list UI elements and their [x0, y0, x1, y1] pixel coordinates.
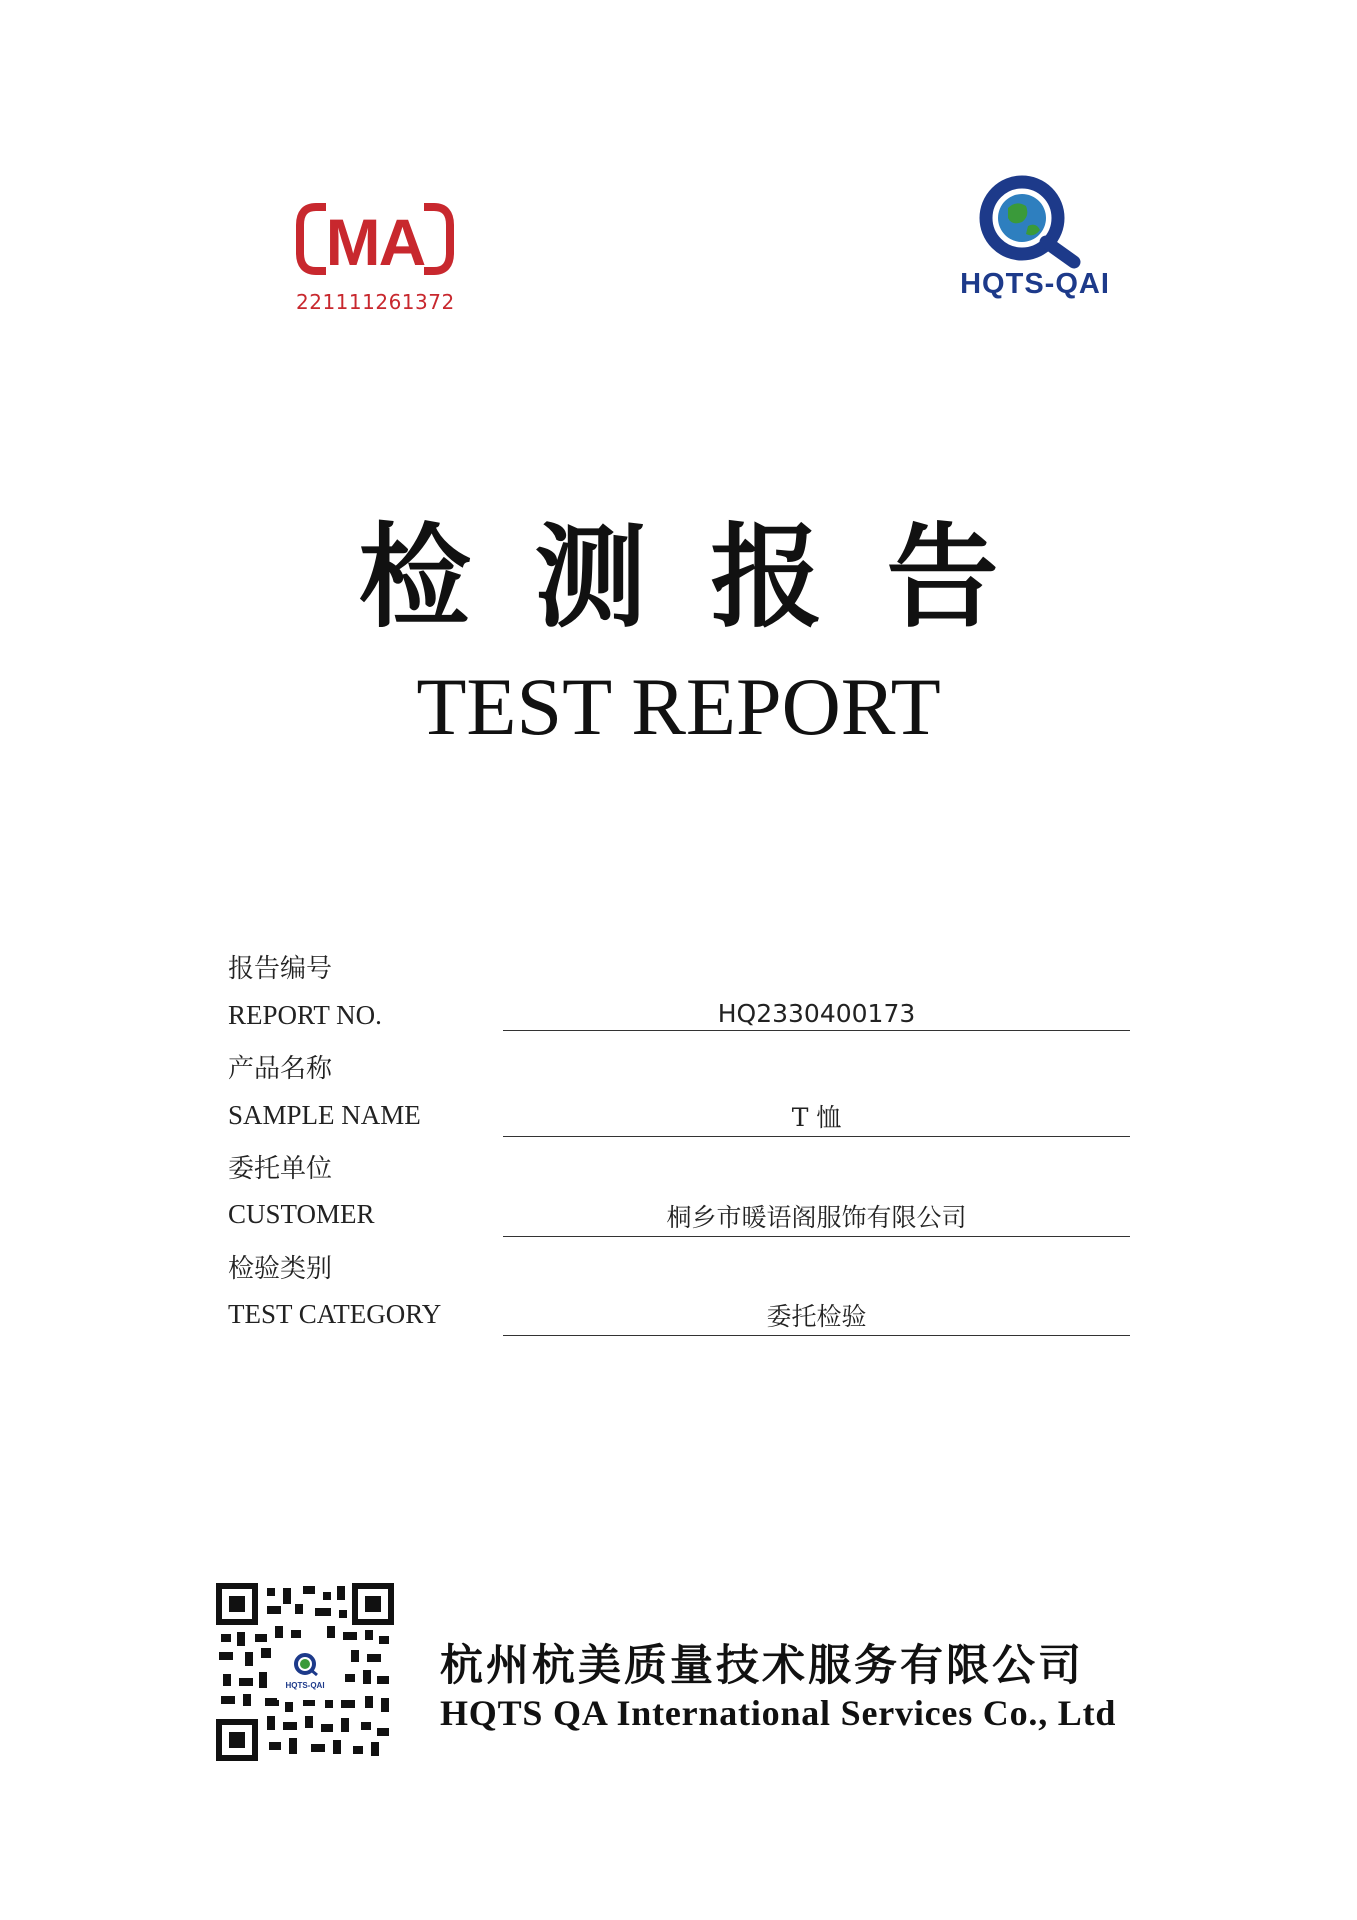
hqts-logo-icon	[970, 170, 1100, 270]
customer-label-cn: 委托单位	[228, 1154, 333, 1184]
customer-label-en: CUSTOMER	[228, 1199, 375, 1229]
report-title-english: TEST REPORT	[416, 661, 941, 752]
company-name-english: HQTS QA International Services Co., Ltd	[440, 1693, 1117, 1733]
sample-name-label-cn: 产品名称	[228, 1054, 333, 1084]
report-no-value: HQ2330400173	[503, 999, 1130, 1031]
report-title-chinese: 检测报告	[358, 513, 1063, 643]
company-name-chinese: 杭州杭美质量技术服务有限公司	[440, 1641, 1084, 1691]
report-no-label-en: REPORT NO.	[228, 1000, 382, 1030]
test-category-label-en: TEST CATEGORY	[228, 1299, 442, 1329]
customer-value: 桐乡市暖语阁服饰有限公司	[503, 1198, 1130, 1237]
svg-text:MA: MA	[325, 205, 425, 279]
test-category-value: 委托检验	[503, 1297, 1130, 1336]
sample-name-value: T 恤	[503, 1098, 1130, 1137]
qr-code	[215, 1582, 395, 1762]
cma-certificate-number: 221111261372	[296, 290, 455, 314]
report-no-label-cn: 报告编号	[228, 954, 333, 984]
test-category-label-cn: 检验类别	[228, 1254, 333, 1284]
qr-caption: HQTS-QAI	[285, 1681, 325, 1690]
hqts-logo-text: HQTS-QAI	[960, 268, 1110, 300]
sample-name-label-en: SAMPLE NAME	[228, 1100, 421, 1130]
